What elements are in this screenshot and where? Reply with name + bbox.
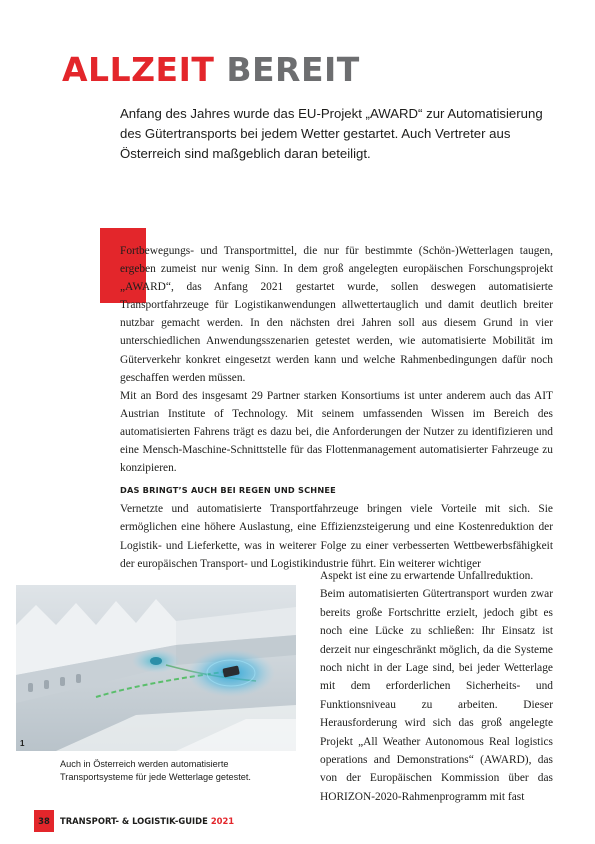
page-footer [34, 810, 234, 832]
warehouse-illustration [16, 585, 296, 751]
footer-title: TRANSPORT- & LOGISTIK-GUIDE [60, 816, 208, 826]
section-paragraph-1: Vernetzte und automatisierte Transportfahrzeuge bringen viele Vorteile mit sich. Sie ermöglichen eine höhere Auslastung, eine Effizienzsteigerung und eine Kostenreduktion der Logistik- und Lieferkette, was in weiterer Folge zu einer verbesserten Wettbewerbsfähigkeit der europäischen Transport- und Logistikindustrie führt. Ein weiterer wichtiger [120, 503, 553, 571]
figure-number: 1 [20, 739, 25, 748]
article-body [120, 242, 553, 477]
body-paragraph-1: Fortbewegungs- und Transportmittel, die nur für bestimmte (Schön-)Wetterlagen taugen, ergeben zumeist nur wenig Sinn. In dem groß angelegten europäischen Forschungsprojekt „AWARD“, das Anfang 2021 gestartet wurde, sollen deswegen automatisierte Transportfahrzeuge für Logistikanwendungen allwettertauglich und damit deutlich breiter nutzbar gemacht werden. In den nächsten drei Jahren soll aus diesem Grund in vier unterschiedlichen Anwendungsszenarien getestet werden, wie automatisierte Mobilität im Güterverkehr konkret eingesetzt werden kann und welche Rahmenbedingungen dafür noch geschaffen werden müssen. [120, 245, 553, 384]
page-number: 38 [34, 810, 54, 832]
section-intro [120, 500, 553, 574]
figure-caption: Auch in Österreich werden automatisierte Transportsysteme für jede Wetterlage getestet. [60, 759, 251, 782]
figure-image [16, 585, 296, 751]
right-column [320, 567, 553, 806]
page-title [62, 50, 360, 90]
title-word-grey: BEREIT [226, 50, 360, 89]
intro-lead: Anfang des Jahres wurde das EU-Projekt „AWARD“ zur Automatisierung des Gütertransports bei jedem Wetter gestartet. Auch Vertreter aus Österreich sind maßgeblich daran beteiligt. [120, 106, 543, 161]
section-paragraph-1-cont: Aspekt ist eine zu erwartende Unfallreduktion. [320, 570, 534, 582]
section-paragraph-2: Beim automatisierten Gütertransport wurden zwar bereits große Fortschritte erzielt, jedoch gibt es noch eine Lücke zu schließen: Ihr Einsatz ist derzeit nur eingeschränkt möglich, da die Systeme noch nicht in der Lage sind, bei jeder Wetterlage mit dem erforderlichen Sicherheits- und Funktionsniveau zu arbeiten. Dieser Herausforderung wird sich das groß angelegte Projekt „All Weather Autonomous Real logistics operations and Demonstrations“ (AWARD), das von der Europäischen Kommission über das HORIZON-2020-Rahmenprogramm mit fast [320, 588, 553, 803]
title-word-red: ALLZEIT [62, 50, 215, 89]
footer-year: 2021 [210, 816, 235, 826]
body-paragraph-2: Mit an Bord des insgesamt 29 Partner starken Konsortiums ist unter anderem auch das AIT Austrian Institute of Technology. Mit seinem umfassenden Wissen im Bereich des automatisierten Fahrens trägt es dazu bei, die Anforderungen der Nutzer zu identifizieren und eine Mensch-Maschine-Schnittstelle für das Flottenmanagement automatisierter Fahrzeuge zu konzipieren. [120, 389, 553, 475]
section-heading: DAS BRINGT’S AUCH BEI REGEN UND SCHNEE [120, 485, 336, 495]
